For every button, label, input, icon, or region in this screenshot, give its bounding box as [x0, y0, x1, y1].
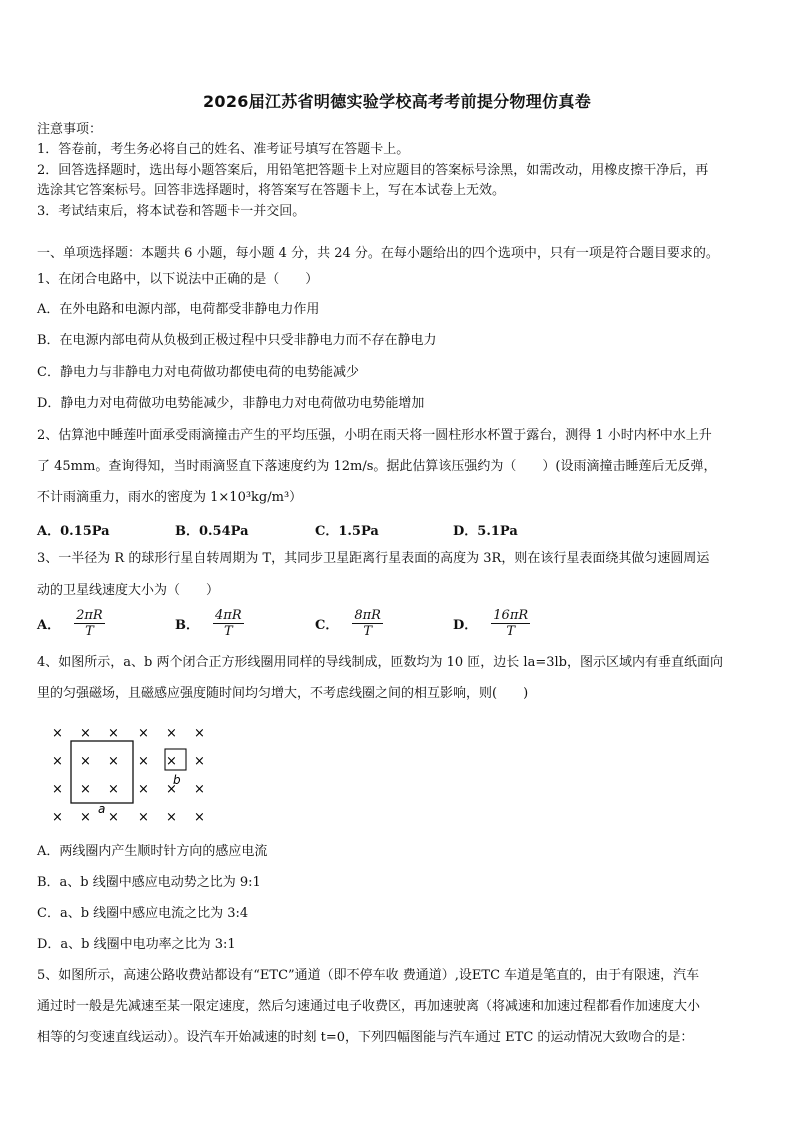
q2-option-d: D．5.1Pa — [453, 524, 518, 539]
q5-stem-line-1: 5、如图所示，高速公路收费站都设有“ETC”通道（即不停车收 费通道）,设ETC 车道是笔直的，由于有限速，汽车 — [37, 968, 700, 983]
q4-option-d: D．a、b 线圈中电功率之比为 3:1 — [37, 937, 236, 952]
field-cross-mark: × — [166, 782, 177, 797]
q3-option-a-numerator: 2πR — [76, 608, 103, 623]
q1-stem: 1、在闭合电路中，以下说法中正确的是（ ） — [37, 272, 319, 287]
coil-a-label: a — [98, 802, 106, 816]
exam-title: 2026届江苏省明德实验学校高考考前提分物理仿真卷 — [202, 92, 592, 111]
q2-option-c: C．1.5Pa — [315, 524, 379, 539]
q2-stem-line-2: 了 45mm。查询得知，当时雨滴竖直下落速度约为 12m/s。据此估算该压强约为（ ）(设雨滴撞击睡莲后无反弹， — [37, 459, 717, 474]
q4-option-a: A．两线圈内产生顺时针方向的感应电流 — [37, 844, 268, 859]
field-cross-mark: × — [138, 810, 149, 823]
field-cross-mark: × — [52, 726, 63, 741]
field-cross-mark: × — [194, 810, 205, 823]
q3-option-a-label: A． — [37, 618, 61, 633]
q1-option-d: D．静电力对电荷做功电势能减少，非静电力对电荷做功电势能增加 — [37, 396, 425, 411]
q3-option-c-label: C． — [315, 618, 339, 633]
q4-option-c: C．a、b 线圈中感应电流之比为 3:4 — [37, 906, 249, 921]
field-cross-mark: × — [80, 754, 91, 769]
q1-option-a: A．在外电路和电源内部，电荷都受非静电力作用 — [37, 302, 320, 317]
q3-option-b-fraction — [213, 608, 244, 639]
notice-item-1: 1．答卷前，考生务必将自己的姓名、准考证号填写在答题卡上。 — [37, 142, 410, 157]
q3-option-d-label: D． — [453, 618, 478, 633]
q2-option-a: A．0.15Pa — [37, 524, 110, 539]
q3-option-a-fraction — [74, 608, 105, 639]
q3-option-b-denominator: T — [223, 624, 233, 639]
q1-option-b: B．在电源内部电荷从负极到正极过程中只受非静电力而不存在静电力 — [37, 333, 437, 348]
q4-stem-line-2: 里的匀强磁场，且磁感应强度随时间均匀增大，不考虑线圈之间的相互影响，则( ) — [37, 686, 529, 701]
q1-option-c: C．静电力与非静电力对电荷做功都使电荷的电势能减少 — [37, 365, 359, 380]
q2-option-b: B．0.54Pa — [175, 524, 249, 539]
q5-stem-line-2: 通过时一般是先减速至某一限定速度，然后匀速通过电子收费区，再加速驶离（将减速和加速过程都看作加速度大小 — [37, 999, 701, 1014]
q3-option-b-numerator: 4πR — [215, 608, 242, 623]
field-cross-mark: × — [108, 810, 119, 823]
field-cross-mark: × — [166, 726, 177, 741]
coil-b-label: b — [173, 773, 181, 787]
field-cross-mark: × — [194, 782, 205, 797]
section-heading: 一、单项选择题：本题共 6 小题，每小题 4 分，共 24 分。在每小题给出的四个选项中，只有一项是符合题目要求的。 — [37, 246, 719, 261]
field-cross-mark: × — [80, 726, 91, 741]
field-cross-mark: × — [166, 810, 177, 823]
notice-item-2: 2．回答选择题时，选出每小题答案后，用铅笔把答题卡上对应题目的答案标号涂黑，如需改动，用橡皮擦干净后，再 — [37, 163, 709, 178]
field-cross-mark: × — [166, 754, 177, 769]
q3-option-b — [175, 608, 244, 639]
notice-item-2-cont: 选涂其它答案标号。回答非选择题时，将答案写在答题卡上，写在本试卷上无效。 — [37, 183, 506, 198]
q3-option-c-fraction — [352, 608, 383, 639]
field-cross-mark: × — [52, 782, 63, 797]
field-cross-mark: × — [52, 810, 63, 823]
q3-stem-line-2: 动的卫星线速度大小为（ ） — [37, 583, 220, 598]
field-cross-mark: × — [52, 754, 63, 769]
field-cross-mark: × — [138, 726, 149, 741]
q4-option-b: B．a、b 线圈中感应电动势之比为 9:1 — [37, 875, 261, 890]
q4-stem-line-1: 4、如图所示，a、b 两个闭合正方形线圈用同样的导线制成，匝数均为 10 匝，边长 la=3lb，图示区域内有垂直纸面向 — [37, 655, 723, 670]
field-cross-mark: × — [194, 754, 205, 769]
q3-option-c — [315, 608, 383, 639]
q2-stem-line-1: 2、估算池中睡莲叶面承受雨滴撞击产生的平均压强，小明在雨天将一圆柱形水杯置于露台，测得 1 小时内杯中水上升 — [37, 428, 712, 443]
field-cross-mark: × — [108, 726, 119, 741]
q3-option-a-denominator: T — [85, 624, 94, 639]
magnetic-field-diagram — [37, 713, 227, 823]
field-cross-mark: × — [80, 782, 91, 797]
q3-option-c-numerator: 8πR — [354, 608, 381, 623]
q3-stem-line-1: 3、一半径为 R 的球形行星自转周期为 T，其同步卫星距离行星表面的高度为 3R，则在该行星表面绕其做匀速圆周运 — [37, 551, 710, 566]
field-cross-mark: × — [138, 754, 149, 769]
field-cross-mark: × — [138, 782, 149, 797]
q3-option-b-label: B． — [175, 618, 199, 633]
q3-option-d — [453, 608, 530, 639]
q3-option-d-denominator: T — [506, 624, 516, 639]
q5-stem-line-3: 相等的匀变速直线运动）。设汽车开始减速的时刻 t=0，下列四幅图能与汽车通过 ETC 的运动情况大致吻合的是： — [37, 1030, 694, 1045]
q3-option-d-fraction — [491, 608, 530, 639]
field-cross-mark: × — [194, 726, 205, 741]
q2-stem-line-3: 不计雨滴重力，雨水的密度为 1×10³kg/m³） — [37, 490, 303, 505]
notice-item-3: 3．考试结束后，将本试卷和答题卡一并交回。 — [37, 204, 306, 219]
notice-heading: 注意事项： — [37, 122, 103, 137]
magnetic-field-figure — [37, 713, 227, 823]
field-cross-mark: × — [80, 810, 91, 823]
q3-option-c-denominator: T — [363, 624, 372, 639]
field-cross-mark: × — [108, 754, 119, 769]
field-cross-mark: × — [108, 782, 119, 797]
q3-option-a — [37, 608, 105, 639]
q3-option-d-numerator: 16πR — [493, 608, 529, 623]
